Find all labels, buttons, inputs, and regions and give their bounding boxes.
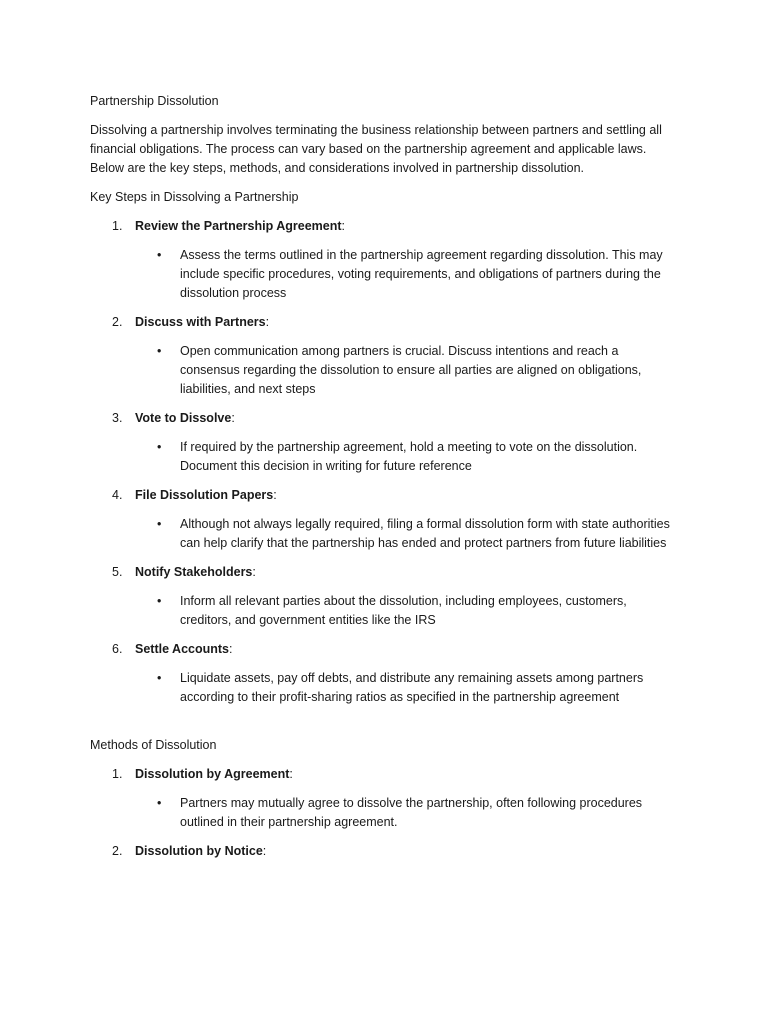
step-number: 3.	[112, 411, 123, 425]
step-bullet-text: Inform all relevant parties about the dissolution, including employees, customers, creditors, and government entities like the IRS	[180, 594, 627, 627]
step-bullet-text: If required by the partnership agreement, hold a meeting to vote on the dissolution. Document this decision in writing for future reference	[180, 440, 638, 473]
key-steps-heading: Key Steps in Dissolving a Partnership	[90, 190, 299, 204]
document-title: Partnership Dissolution	[90, 94, 219, 108]
key-step-item	[90, 409, 680, 476]
method-item	[90, 842, 680, 861]
method-title	[135, 765, 680, 784]
method-title-bold: Dissolution by Notice	[135, 844, 263, 858]
step-bullets	[135, 592, 680, 630]
key-step-item	[90, 563, 680, 630]
step-title	[135, 486, 680, 505]
step-bullet-item	[135, 246, 680, 303]
step-bullet-text: Assess the terms outlined in the partnership agreement regarding dissolution. This may include specific procedures, voting requirements, and obligations of partners during the dissolution process	[180, 248, 663, 300]
bullet-icon: •	[157, 671, 162, 685]
method-number: 1.	[112, 767, 123, 781]
step-title-suffix: :	[252, 565, 256, 579]
method-item	[90, 765, 680, 832]
step-number: 2.	[112, 315, 123, 329]
bullet-icon: •	[157, 594, 162, 608]
bullet-icon: •	[157, 248, 162, 262]
step-number: 4.	[112, 488, 123, 502]
step-bullets	[135, 342, 680, 399]
method-bullet-item	[135, 794, 680, 832]
step-bullet-item	[135, 592, 680, 630]
method-title-suffix: :	[262, 844, 267, 858]
step-bullet-item	[135, 515, 680, 553]
method-number: 2.	[112, 844, 123, 858]
bullet-icon: •	[157, 344, 162, 358]
key-step-item	[90, 486, 680, 553]
method-title	[135, 842, 680, 861]
method-title-suffix: :	[289, 767, 293, 781]
step-title	[135, 217, 680, 236]
step-title-bold: File Dissolution Papers	[135, 488, 274, 502]
step-title	[135, 640, 680, 659]
step-bullet-text: Open communication among partners is crucial. Discuss intentions and reach a consensus regarding the dissolution to ensure all parties are aligned on obligations, liabilities, and next steps	[180, 344, 642, 396]
step-bullet-item	[135, 438, 680, 476]
step-title	[135, 409, 680, 428]
step-title-suffix: :	[341, 219, 346, 233]
step-bullets	[135, 669, 680, 707]
bullet-icon: •	[157, 796, 162, 810]
step-bullets	[135, 515, 680, 553]
method-bullets	[135, 794, 680, 832]
key-steps-list	[90, 217, 680, 707]
step-bullet-text: Liquidate assets, pay off debts, and distribute any remaining assets among partners according to their profit-sharing ratios as specified in the partnership agreement	[180, 671, 644, 704]
bullet-icon: •	[157, 517, 162, 531]
step-title	[135, 313, 680, 332]
bullet-icon: •	[157, 440, 162, 454]
key-step-item	[90, 640, 680, 707]
intro-paragraph: Dissolving a partnership involves terminating the business relationship between partners and settling all financial obligations. The process can vary based on the partnership agreement and applicable laws. Below are the key steps, methods, and considerations involved in partnership dissolution.	[90, 123, 662, 175]
step-title-bold: Review the Partnership Agreement	[135, 219, 342, 233]
step-bullets	[135, 246, 680, 303]
step-title-bold: Settle Accounts	[135, 642, 230, 656]
blank-line	[90, 717, 680, 736]
step-number: 1.	[112, 219, 123, 233]
key-step-item	[90, 313, 680, 399]
step-title-suffix: :	[231, 411, 235, 425]
step-bullet-item	[135, 342, 680, 399]
step-title-suffix: :	[273, 488, 277, 502]
step-number: 6.	[112, 642, 123, 656]
key-step-item	[90, 217, 680, 303]
methods-heading: Methods of Dissolution	[90, 738, 217, 752]
document-page	[90, 92, 680, 871]
methods-list	[90, 765, 680, 861]
step-bullet-item	[135, 669, 680, 707]
step-bullet-text: Although not always legally required, filing a formal dissolution form with state authorities can help clarify that the partnership has ended and protect partners from future liabilities	[180, 517, 670, 550]
step-title-suffix: :	[265, 315, 270, 329]
step-number: 5.	[112, 565, 123, 579]
step-title-bold: Discuss with Partners	[135, 315, 266, 329]
step-title-bold: Vote to Dissolve	[135, 411, 232, 425]
method-title-bold: Dissolution by Agreement	[135, 767, 290, 781]
method-bullet-text: Partners may mutually agree to dissolve the partnership, often following procedures outlined in their partnership agreement.	[180, 796, 643, 829]
step-title	[135, 563, 680, 582]
step-title-bold: Notify Stakeholders	[135, 565, 253, 579]
step-bullets	[135, 438, 680, 476]
step-title-suffix: :	[229, 642, 233, 656]
